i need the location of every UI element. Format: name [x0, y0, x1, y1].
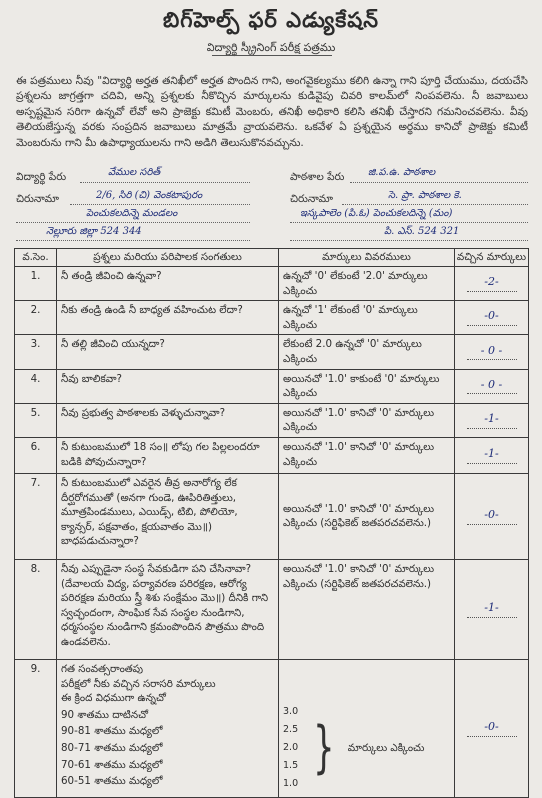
school-address-value-1[interactable]: సె. ప్రా. పాఠశాల కె.	[388, 190, 462, 201]
row-number: 3.	[15, 335, 57, 369]
school-address-line-3	[290, 240, 528, 241]
grade-score: 2.5	[283, 723, 299, 735]
row-score-cell[interactable]	[455, 267, 529, 301]
row-number: 4.	[15, 369, 57, 403]
row-marks-rule	[279, 659, 455, 797]
grade-intro-line: ఈ క్రింద విధముగా ఉన్నచో	[61, 692, 166, 705]
student-name-label: విద్యార్థి పేరు	[16, 171, 67, 183]
grade-score: 1.5	[283, 759, 299, 771]
grade-range: 90 శాతము దాటినచో	[61, 708, 148, 721]
school-name-value[interactable]: జి.ప.ఉ. పాఠశాల	[368, 167, 436, 178]
row-score: -0-	[467, 508, 517, 525]
row-number: 8.	[15, 559, 57, 659]
row-score-cell[interactable]	[455, 369, 529, 403]
row-score-cell[interactable]	[455, 437, 529, 473]
form-subtitle: విద్యార్థి స్క్రీనింగ్ పరీక్ష పత్రము	[206, 41, 336, 54]
row-question: నీవు బాలికవా?	[57, 369, 279, 403]
row-score: - 0 -	[467, 378, 517, 395]
grade-intro-line: గత సంవత్సరాంతపు	[61, 662, 144, 675]
row-question: నీవు ఎప్పుడైనా సంస్థ సేవకుడిగా పని చేసినావా? (దేవాలయ విద్య, పర్యావరణ పరిరక్షణ, ఆరోగ్య పరిరక్షణ మరియు స్త్రీ శిశు సంక్షేమం మొ॥) దీనికి గాని స్వచ్ఛందంగా, సాంఘిక సేవ సంస్థల నుండిగాని, ధర్మసంస్థల నుండిగాని క్రమంపొందిన పౌత్రము పొంది ఉండవలెను.	[57, 559, 279, 659]
grade-range: 80-71 శాతము మధ్యలో	[61, 741, 163, 754]
row-number: 1.	[15, 267, 57, 301]
row-marks-rule: అయినచో '1.0' కానిచో '0' మార్కులు ఎక్కించు (సర్టిఫికెట్ జతపరచవలెను.)	[279, 559, 455, 659]
row-score-cell[interactable]	[455, 659, 529, 797]
school-address-value-2[interactable]: ఇస్కపాలెం (పి.ఓ) పెంచుకలదిన్నె (మం)	[300, 208, 453, 219]
address-line-2	[16, 222, 250, 223]
table-header-row	[15, 249, 529, 267]
grade-score-list	[283, 703, 298, 793]
row-score: -0-	[467, 720, 517, 737]
grade-range: 60-51 శాతము మధ్యలో	[61, 775, 163, 788]
row-question: నీవు ప్రభుత్వ పాఠశాలకు వెళ్ళుచున్నావా?	[57, 403, 279, 437]
header-serial: వ.సెం.	[15, 249, 57, 267]
grade-scores	[283, 703, 450, 793]
row-score-cell[interactable]	[455, 335, 529, 369]
row-question: నీకు తండ్రి ఉండి నీ బాధ్యత వహించుట లేదా?	[57, 301, 279, 335]
grade-score: 2.0	[283, 741, 299, 753]
table-row	[15, 659, 529, 797]
row-question: నీ కుటుంబములో ఎవరైన తీవ్ర అనారోగ్య లేక దీర్ఘరోగముతో (అనగా గుండె, ఊపిరితిత్తులు, మూత్రపిండములు, ఎయిడ్స్, టిబి, పోలియో, క్యాన్సర్, పక్షవాతం, క్షయవాతం మొ॥) బాధపడుచున్నారా?	[57, 473, 279, 559]
grade-marks-instruction: మార్కులు ఎక్కించు	[347, 741, 425, 754]
address-value-3[interactable]: నెల్లూరు జిల్లా 524 344	[46, 226, 142, 237]
screening-table	[14, 248, 529, 798]
row-marks-rule: అయినచో '1.0' కానిచో '0' మార్కులు ఎక్కించు	[279, 403, 455, 437]
subtitle-underline	[212, 55, 332, 56]
row-question: నీ తండ్రి జీవించి ఉన్నవా?	[57, 267, 279, 301]
student-name-line	[80, 182, 250, 183]
address-value-1[interactable]: 2/6, సిరి (చి) వెంకటాపురం	[96, 190, 203, 201]
header-questions: ప్రశ్నలు మరియు పరిపాలక సంగతులు	[57, 249, 279, 267]
row-question: నీ తల్లి జీవించి యున్నదా?	[57, 335, 279, 369]
header-marks-details: మార్కులు వివరములు	[279, 249, 455, 267]
row-marks-rule: అయినచో '1.0' కాకుంటే '0' మార్కులు ఎక్కించు	[279, 369, 455, 403]
row-marks-rule: ఉన్నచో '1' లేకుంటే '0' మార్కులు ఎక్కించు	[279, 301, 455, 335]
row-number: 9.	[15, 659, 57, 797]
school-name-line	[350, 182, 528, 183]
row-question-grades	[57, 659, 279, 797]
row-score: -0-	[467, 309, 517, 326]
page-title: బిగ్‌హెల్ప్ ఫర్ ఎడ్యుకేషన్	[163, 8, 379, 32]
table-row	[15, 335, 529, 369]
grade-score: 3.0	[283, 705, 299, 717]
instructions-paragraph: ఈ పత్రములు నీవు "విద్యార్థి అర్హత తనిఖీలో అర్హత పొందిన గాని, అంగవైకల్యము కలిగి ఉన్నా గాని పూర్తి చేయుము, దయచేసి ప్రశ్నలను జాగ్రత్తగా చదివి, అన్ని ప్రశ్నలకు నీకొచ్చిన మార్కులను కుడివైపు చివరి కాలమ్‌లో నింపవలెను. నీ జవాబులు అస్పష్టమైన సరిగా ఉన్నవో లేవో అని ప్రాజెక్టు కమిటీ మెంబరు, తనిఖీ అధికారి కలిసి తనిఖీ చేస్తారని గమనించవలెను. వీవు తెలియజేస్తున్న వరకు సంప్రదిన జవాబులు మాత్రమే వ్రాయవలెను. ఒకవేళ ఏ ప్రశ్నయైన అర్థము కానిచో ప్రాజెక్టు కమిటీ మెంబరును గాని మీ ఉపాధ్యాయులను గాని అడిగి తెలుసుకొనవచ్చును.	[16, 75, 528, 149]
row-number: 5.	[15, 403, 57, 437]
address-line-3	[16, 240, 250, 241]
table-row	[15, 403, 529, 437]
school-address-line-2	[290, 222, 528, 223]
table-row	[15, 369, 529, 403]
grade-range: 70-61 శాతము మధ్యలో	[61, 758, 163, 771]
row-score-cell[interactable]	[455, 301, 529, 335]
address-value-2[interactable]: పెంచుకలదిన్నె మండలం	[86, 208, 178, 219]
table-row	[15, 301, 529, 335]
brace-icon: }	[313, 714, 335, 780]
row-score-cell[interactable]	[455, 403, 529, 437]
row-score: -1-	[467, 601, 517, 618]
school-address-line-1	[342, 204, 528, 205]
student-name-value[interactable]: వేముల సరిత్	[108, 167, 161, 178]
row-score: -1-	[467, 447, 517, 464]
row-question: నీ కుటుంబములో 18 సం॥ లోపు గల పిల్లలందరూ బడికి పోవుచున్నారా?	[57, 437, 279, 473]
row-score-cell[interactable]	[455, 473, 529, 559]
row-number: 2.	[15, 301, 57, 335]
grade-range: 90-81 శాతము మధ్యలో	[61, 725, 163, 738]
school-address-label: చిరునామా	[290, 193, 333, 205]
table-row	[15, 437, 529, 473]
table-row	[15, 267, 529, 301]
row-score: - 0 -	[467, 344, 517, 361]
row-marks-rule: అయినచో '1.0' కానిచో '0' మార్కులు ఎక్కించు	[279, 437, 455, 473]
row-score: -2-	[467, 275, 517, 292]
row-number: 6.	[15, 437, 57, 473]
table-row	[15, 473, 529, 559]
table-row	[15, 559, 529, 659]
row-score-cell[interactable]	[455, 559, 529, 659]
row-number: 7.	[15, 473, 57, 559]
address-line-1	[70, 204, 250, 205]
header-marks-obtained: వచ్చిన మార్కులు	[455, 249, 529, 267]
row-marks-rule: ఉన్నచో '0' లేకుంటే '2.0' మార్కులు ఎక్కించు	[279, 267, 455, 301]
grade-score: 1.0	[283, 777, 299, 789]
school-name-label: పాఠశాల పేరు	[290, 171, 345, 183]
grade-intro-line: పరీక్షలో నీకు వచ్చిన సరాసరి మార్కులు	[61, 677, 216, 690]
school-address-value-3[interactable]: పి. ఎస్. 524 321	[384, 226, 460, 237]
row-marks-rule: అయినచో '1.0' కానిచో '0' మార్కులు ఎక్కించు (సర్టిఫికెట్ జతపరచవలెను.)	[279, 473, 455, 559]
row-score: -1-	[467, 412, 517, 429]
row-marks-rule: లేకుంటే 2.0 ఉన్నచో '0' మార్కులు ఎక్కించు	[279, 335, 455, 369]
address-label: చిరునామా	[16, 193, 59, 205]
